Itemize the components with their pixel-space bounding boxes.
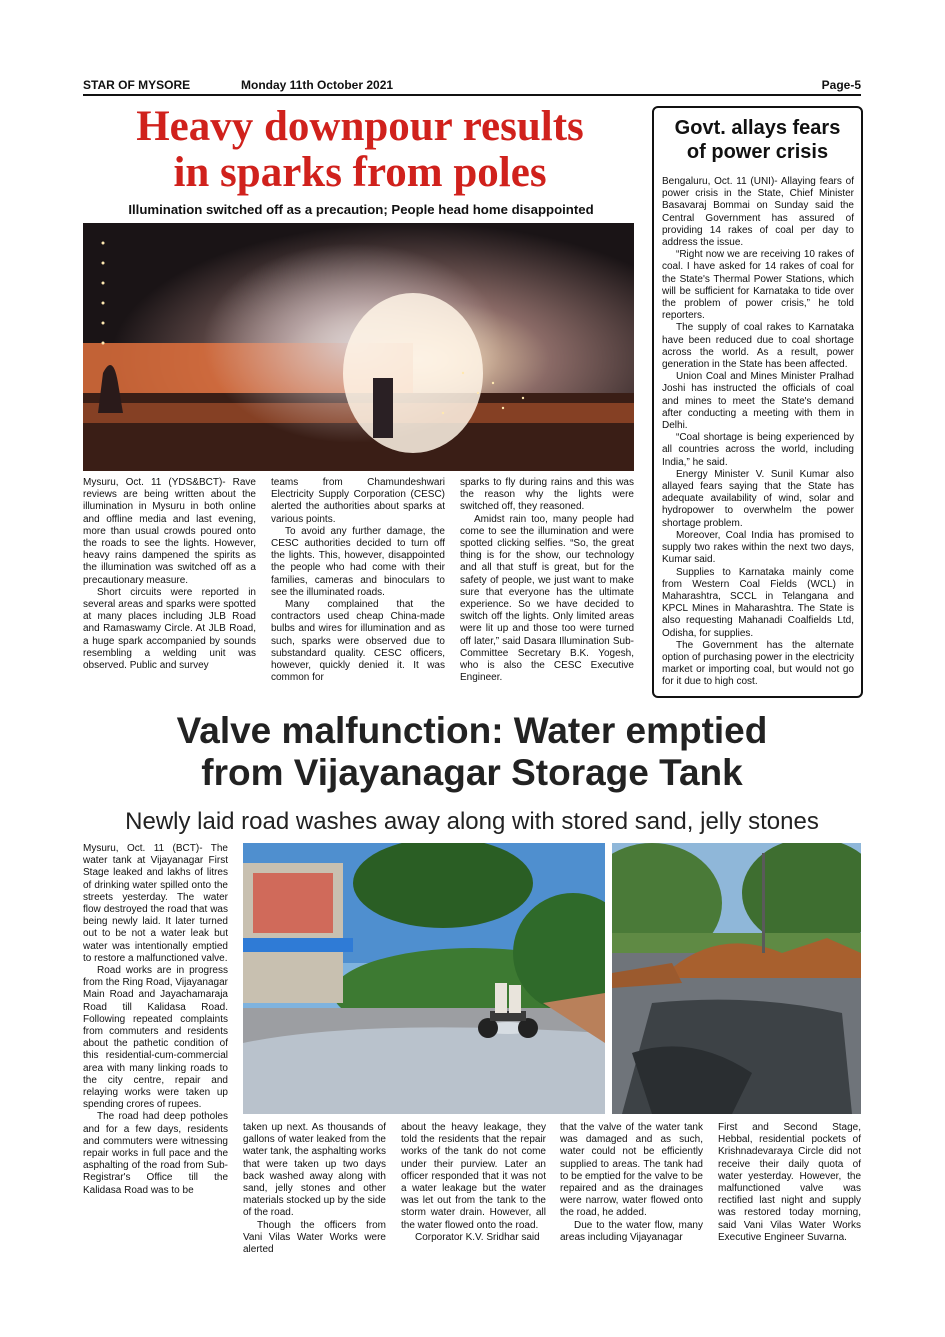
page-number: Page-5 — [821, 78, 861, 92]
paragraph: The road had deep potholes and for a few days, residents and commuters were witnessing repair works in full pace and the asphalting of the road from Sub-Registrar's Office till the Kalidasa Road was to be — [83, 1111, 228, 1196]
story1-column-3 — [460, 477, 634, 684]
paragraph: Bengaluru, Oct. 11 (UNI)- Allaying fears of power crisis in the State, Chief Minister Basavaraj Bommai on Sunday said the Central Government has assured of providing 14 rakes of coal per day to address the issue. — [662, 176, 854, 249]
paragraph: Short circuits were reported in several areas and sparks were spotted at many places including JLB Road and Ramaswamy Circle. At JLB Road, a huge spark accompanied by sounds resembling a welding unit was observed. Public and survey — [83, 586, 256, 672]
story2-headline-line1: Valve malfunction: Water emptied — [176, 710, 768, 751]
newspaper-name: STAR OF MYSORE — [83, 78, 191, 92]
sidebox-title-line2: of power crisis — [686, 141, 829, 163]
story1-headline-line1: Heavy downpour results — [136, 103, 584, 150]
story2-headline — [83, 710, 861, 794]
flooded-road-photo — [243, 843, 605, 1114]
paragraph: sparks to fly during rains and this was the reason why the lights were switched off, they reasoned. — [460, 477, 634, 513]
issue-date: Monday 11th October 2021 — [241, 78, 394, 92]
story1-subhead: Illumination switched off as a precaution; People head home disappointed — [128, 202, 594, 217]
sidebox-title — [654, 116, 861, 164]
story2-column-4 — [560, 1122, 703, 1244]
paragraph: “Right now we are receiving 10 rakes of coal. I have asked for 14 rakes of coal for the State's Thermal Power Stations, which will be sufficient for Karnataka to tide over the problem of power crisis,” he told reporters. — [662, 249, 854, 322]
masthead — [83, 76, 861, 96]
paragraph: Mysuru, Oct. 11 (BCT)- The water tank at Vijayanagar First Stage leaked and lakhs of litres of drinking water spilled onto the streets yesterday. The water flow destroyed the road that was being newly laid. It later turned out to be not a water leak but water was intentionally emptied to restore a malfunctioned valve. — [83, 843, 228, 964]
paragraph: Amidst rain too, many people had come to see the illumination and were spotted clicking selfies. “So, the great thing is for the show, our technology and all that stuff is great, but for the safety of people, we just want to make sure that everyone has the ultimate experience. So we have decided to switch off the lights. Only limited areas were lit up and those too were turned off later,” said Dasara Illumination Sub-Committee Secretary B.K. Yogesh, who is also the CESC Executive Engineer. — [460, 513, 634, 684]
sparks-photo — [83, 223, 634, 471]
story1-headline — [80, 104, 640, 196]
story2-column-5 — [718, 1122, 861, 1244]
flooded-road-image — [243, 843, 605, 1114]
paragraph: “Coal shortage is being experienced by all countries across the world, including India,” he said. — [662, 432, 854, 468]
washed-road-image — [612, 843, 861, 1114]
paragraph: To avoid any further damage, the CESC authorities decided to turn off the lights. This, however, disappointed the people who had come with their families, cameras and binoculars to see the illuminated roads. — [271, 525, 445, 598]
paragraph: Moreover, Coal India has promised to supply two rakes within the next two days, Kumar said. — [662, 529, 854, 566]
paragraph: First and Second Stage, Hebbal, residential pockets of Krishnadevaraya Circle did not receive their daily quota of water yesterday. However, the malfunctioned valve was rectified last night and supply was restored today morning, said Vani Vilas Water Works Executive Engineer Suvarna. — [718, 1122, 861, 1243]
paragraph: Though the officers from Vani Vilas Water Works were alerted — [243, 1219, 386, 1256]
washed-road-photo — [612, 843, 861, 1114]
paragraph: The supply of coal rakes to Karnataka have been reduced due to coal shortage across the world. As a result, power generation in the State has been affected. — [662, 322, 854, 371]
paragraph: Mysuru, Oct. 11 (YDS&BCT)- Rave reviews are being written about the illumination in Mysuru in both online and offline media and last evening, more than usual crowds poured onto the roads to see the lights. However, heavy rains dampened the spirits as the illumination was switched off as a precautionary measure. — [83, 477, 256, 586]
paragraph: teams from Chamundeshwari Electricity Supply Corporation (CESC) alerted the authorities about sparks at various points. — [271, 477, 445, 525]
story2-subhead: Newly laid road washes away along with stored sand, jelly stones — [125, 808, 819, 835]
paragraph: Supplies to Karnataka mainly come from Western Coal Fields (WCL) in Maharashtra, SCCL in Telangana and KPCL Mines in Maharashtra. The State is also requesting Mahanadi Coalfields Ltd, Odisha, for supplies. — [662, 566, 854, 639]
story1-column-1 — [83, 477, 256, 672]
story1-column-2 — [271, 477, 445, 684]
story2-column-3 — [401, 1122, 546, 1244]
sparks-photo-image — [83, 223, 634, 471]
sidebox-title-line1: Govt. allays fears — [674, 117, 841, 139]
paragraph: Many complained that the contractors used cheap China-made bulbs and wires for illumination and as such, sparks were observed due to substandard quality. CESC officers, however, quickly denied it. It was common for — [271, 599, 445, 684]
story2-headline-line2: from Vijayanagar Storage Tank — [201, 752, 743, 793]
paragraph: Corporator K.V. Sridhar said — [415, 1231, 540, 1243]
paragraph: Energy Minister V. Sunil Kumar also allayed fears saying that the State has adequate availability of wind, solar and hydropower to overwhelm the power shortage problem. — [662, 468, 854, 529]
sidebox-body — [662, 176, 854, 689]
power-crisis-box — [652, 106, 863, 698]
story1-headline-line2: in sparks from poles — [173, 149, 547, 196]
paragraph: that the valve of the water tank was damaged and as such, water could not be efficiently supplied to areas. The tank had to be emptied for the valve to be repaired and as the drainages were narrow, water flowed onto the road, he added. — [560, 1122, 703, 1219]
paragraph: The Government has the alternate option of purchasing power in the electricity market or importing coal, but would not go for it due to high cost. — [662, 639, 854, 688]
paragraph: Road works are in progress from the Ring Road, Vijayanagar Main Road and Jayachamaraja Road till Kalidasa Road. Following repeated complaints from commuters and residents about the pathetic condition of this residential-cum-commercial area with many linking roads to the city centre, repair and relaying works were taken up spending crores of rupees. — [83, 965, 228, 1111]
story2-column-1 — [83, 843, 228, 1197]
paragraph: taken up next. As thousands of gallons of water leaked from the water tank, the asphalting works that were taken up two days back washed away along with sand, jelly stones and other materials stocked up by the side of the road. — [243, 1122, 386, 1219]
paragraph: Due to the water flow, many areas including Vijayanagar — [560, 1219, 703, 1243]
paragraph: about the heavy leakage, they told the residents that the repair works of the tank do not come under their purview. Later an officer responded that it was not a water leakage but the water was let out from the tank to the storm water drain. However, all the water flowed onto the road. — [401, 1122, 546, 1231]
story2-column-2 — [243, 1122, 386, 1256]
paragraph: Union Coal and Mines Minister Pralhad Joshi has instructed the officials of coal and mines to meet the State's demand after conducting a meeting with them in Delhi. — [662, 371, 854, 432]
